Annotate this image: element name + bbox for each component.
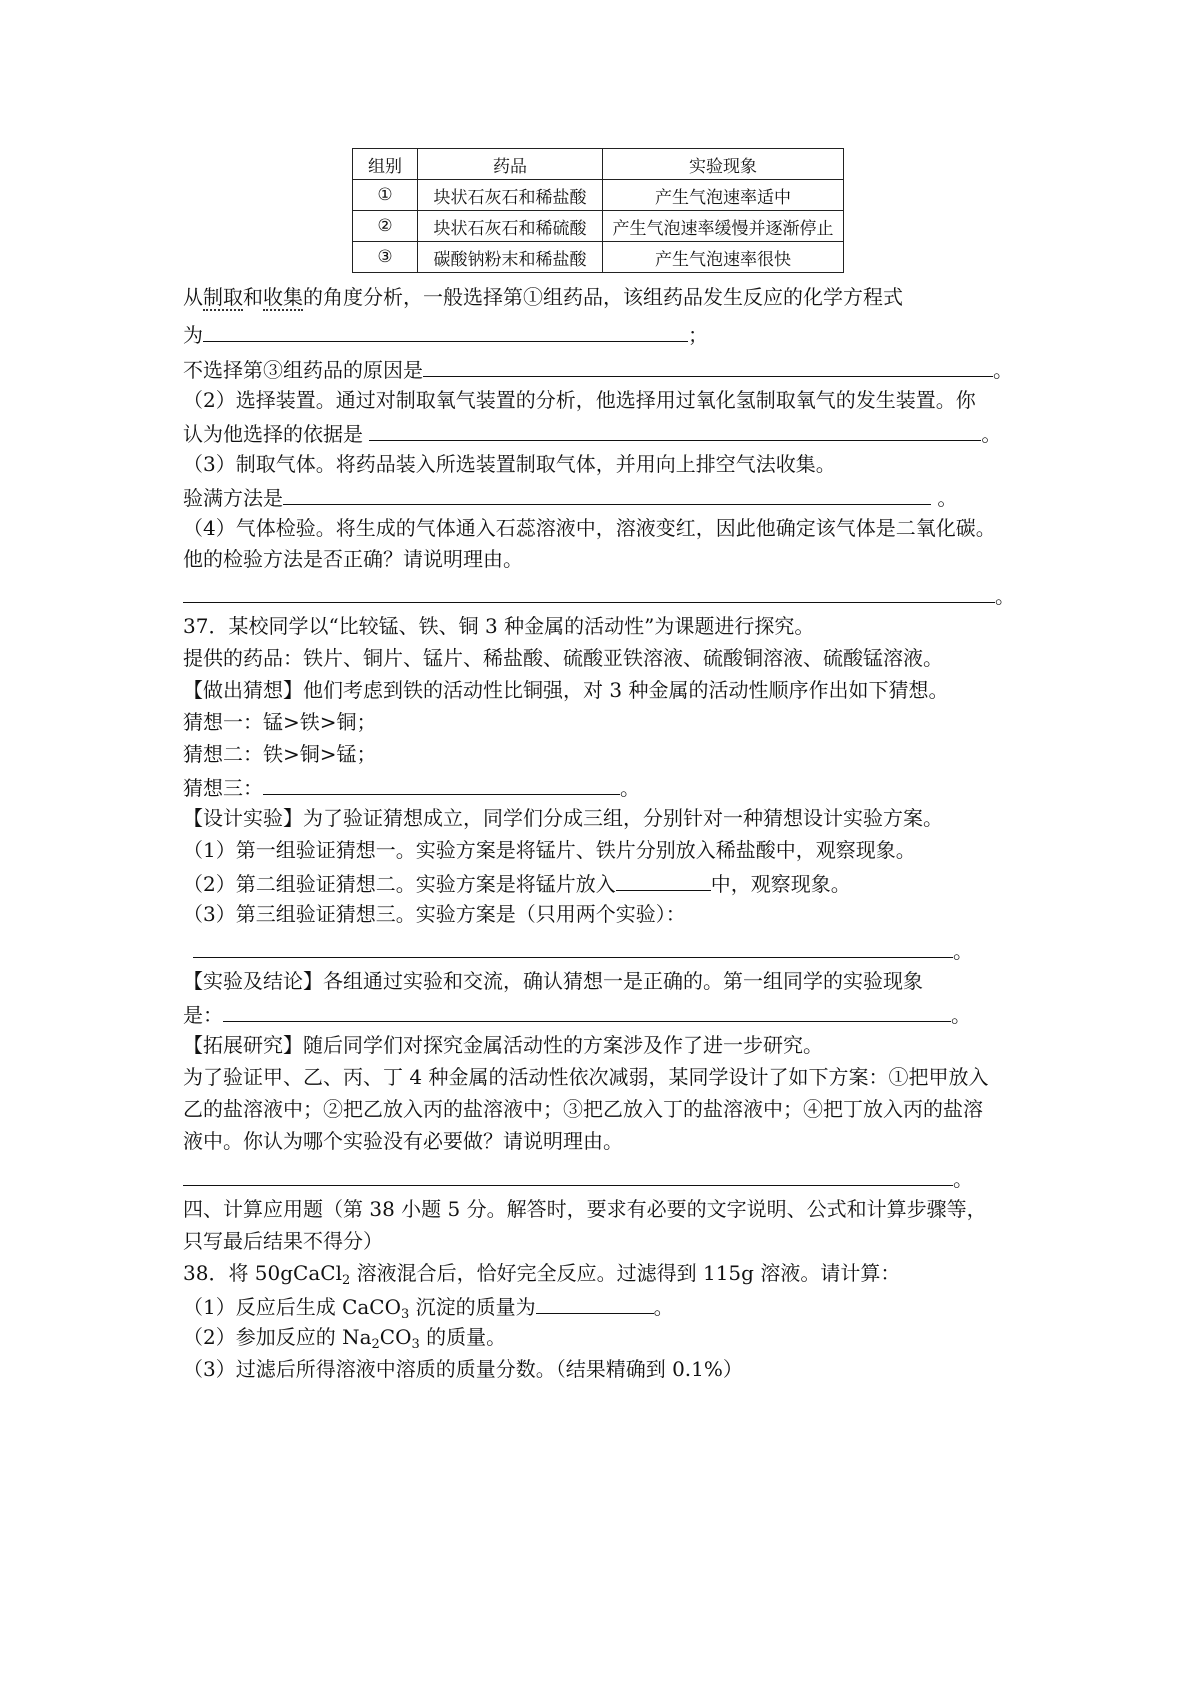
answer-blank[interactable] xyxy=(283,484,931,505)
text-segment: 沉淀的质量为 xyxy=(409,1295,536,1319)
subscript: 2 xyxy=(341,1273,351,1288)
text-line: （3）制取气体。将药品装入所选装置制取气体，并用向上排空气法收集。 xyxy=(183,452,836,476)
text-segment: 溶液混合后，恰好完全反应。过滤得到 115g 溶液。请计算： xyxy=(350,1261,901,1285)
text-line: 37．某校同学以“比较锰、铁、铜 3 种金属的活动性”为课题进行探究。 xyxy=(183,614,815,638)
text-line: 为了验证甲、乙、丙、丁 4 种金属的活动性依次减弱，某同学设计了如下方案：①把甲放入 xyxy=(183,1065,989,1089)
text-line: 【设计实验】为了验证猜想成立，同学们分成三组，分别针对一种猜想设计实验方案。 xyxy=(183,806,943,830)
text-line: 猜想一：锰>铁>铜； xyxy=(183,710,377,734)
answer-blank[interactable] xyxy=(203,321,688,342)
text-line xyxy=(183,356,1013,382)
table-cell: 产生气泡速率缓慢并逐渐停止 xyxy=(603,211,844,242)
subscript: 2 xyxy=(371,1337,380,1352)
table-row xyxy=(353,242,844,273)
answer-blank[interactable] xyxy=(536,1293,654,1314)
text-line xyxy=(183,484,957,510)
text-segment: 猜想三： xyxy=(183,776,263,800)
text-line: 提供的药品：铁片、铜片、锰片、稀盐酸、硫酸亚铁溶液、硫酸铜溶液、硫酸锰溶液。 xyxy=(183,646,943,670)
text-segment: 。 xyxy=(953,1167,973,1191)
subscript: 3 xyxy=(401,1307,410,1322)
table-cell: 块状石灰石和稀盐酸 xyxy=(418,180,603,211)
table-cell: ① xyxy=(353,180,418,211)
text-segment: 中，观察现象。 xyxy=(710,872,851,896)
text-segment: 。 xyxy=(953,939,973,963)
text-segment: 认为他选择的依据是 xyxy=(183,422,363,446)
text-line xyxy=(183,870,851,896)
subscript: 3 xyxy=(411,1337,420,1352)
text-segment: 。 xyxy=(937,486,958,510)
text-segment: 的质量。 xyxy=(419,1325,507,1349)
table-cell: 碳酸钠粉末和稀盐酸 xyxy=(418,242,603,273)
text-line xyxy=(183,285,903,309)
table-header-cell: 实验现象 xyxy=(603,149,844,180)
text-line xyxy=(183,420,1001,446)
experiment-table xyxy=(352,148,844,273)
text-line xyxy=(183,321,708,347)
text-segment: 从 xyxy=(183,285,203,309)
text-line: （2）选择装置。通过对制取氧气装置的分析，他选择用过氧化氢制取氧气的发生装置。你 xyxy=(183,388,976,412)
text-line: 【拓展研究】随后同学们对探究金属活动性的方案涉及作了进一步研究。 xyxy=(183,1033,823,1057)
text-line xyxy=(193,937,973,963)
answer-blank[interactable] xyxy=(183,1165,953,1186)
text-segment: 。 xyxy=(951,1003,971,1027)
answer-blank[interactable] xyxy=(223,1001,951,1022)
text-segment: 不选择第③组药品的原因是 xyxy=(183,358,423,382)
text-line xyxy=(183,1325,507,1352)
table-cell: 块状石灰石和稀硫酸 xyxy=(418,211,603,242)
text-line: 只写最后结果不得分） xyxy=(183,1229,383,1253)
text-segment: 38．将 50gCaCl xyxy=(183,1261,342,1285)
emphasized-word: 收集 xyxy=(263,285,303,309)
text-line: （3）第三组验证猜想三。实验方案是（只用两个实验）： xyxy=(183,902,686,926)
table-header-cell: 药品 xyxy=(418,149,603,180)
table-cell: ② xyxy=(353,211,418,242)
text-segment: ； xyxy=(688,323,708,347)
text-segment: （2）第二组验证猜想二。实验方案是将锰片放入 xyxy=(183,872,616,896)
table-header-row xyxy=(353,149,844,180)
text-segment: 。 xyxy=(995,584,1015,608)
text-segment: 是： xyxy=(183,1003,223,1027)
text-line: （4）气体检验。将生成的气体通入石蕊溶液中，溶液变红，因此他确定该气体是二氧化碳。 xyxy=(183,516,996,540)
text-line: 乙的盐溶液中；②把乙放入丙的盐溶液中；③把乙放入丁的盐溶液中；④把丁放入丙的盐溶 xyxy=(183,1097,983,1121)
text-line: 【实验及结论】各组通过实验和交流，确认猜想一是正确的。第一组同学的实验现象 xyxy=(183,969,923,993)
text-line: （3）过滤后所得溶液中溶质的质量分数。（结果精确到 0.1%） xyxy=(183,1357,743,1381)
answer-blank[interactable] xyxy=(616,870,711,891)
table-cell: ③ xyxy=(353,242,418,273)
text-line xyxy=(183,1293,674,1322)
text-line: 【做出猜想】他们考虑到铁的活动性比铜强，对 3 种金属的活动性顺序作出如下猜想。 xyxy=(183,678,949,702)
answer-blank[interactable] xyxy=(193,937,953,958)
table-row xyxy=(353,180,844,211)
text-line xyxy=(183,1001,971,1027)
text-segment: （2）参加反应的 Na xyxy=(183,1325,372,1349)
text-segment: 。 xyxy=(653,1295,674,1319)
text-segment: 验满方法是 xyxy=(183,486,283,510)
text-segment: CO xyxy=(379,1325,412,1349)
text-line xyxy=(183,582,1015,608)
text-segment: 和 xyxy=(243,285,263,309)
text-line xyxy=(183,1261,901,1288)
table-row xyxy=(353,211,844,242)
answer-blank[interactable] xyxy=(369,420,981,441)
text-segment: 。 xyxy=(993,358,1013,382)
text-line: （1）第一组验证猜想一。实验方案是将锰片、铁片分别放入稀盐酸中，观察现象。 xyxy=(183,838,916,862)
text-line: 液中。你认为哪个实验没有必要做？请说明理由。 xyxy=(183,1129,623,1153)
table-header-cell: 组别 xyxy=(353,149,418,180)
table-cell: 产生气泡速率适中 xyxy=(603,180,844,211)
text-segment: 。 xyxy=(981,422,1002,446)
text-segment: 为 xyxy=(183,323,203,347)
text-segment: 的角度分析，一般选择第①组药品，该组药品发生反应的化学方程式 xyxy=(303,285,903,309)
text-segment: 。 xyxy=(620,776,640,800)
answer-blank[interactable] xyxy=(423,356,993,377)
text-line: 他的检验方法是否正确？请说明理由。 xyxy=(183,547,523,571)
answer-blank[interactable] xyxy=(183,582,995,603)
text-line xyxy=(183,1165,973,1191)
text-line xyxy=(183,774,640,800)
table-cell: 产生气泡速率很快 xyxy=(603,242,844,273)
answer-blank[interactable] xyxy=(263,774,620,795)
section-heading: 四、计算应用题（第 38 小题 5 分。解答时，要求有必要的文字说明、公式和计算步骤等， xyxy=(183,1197,987,1221)
text-line: 猜想二：铁>铜>锰； xyxy=(183,742,377,766)
text-segment: （1）反应后生成 CaCO xyxy=(183,1295,402,1319)
emphasized-word: 制取 xyxy=(203,285,243,309)
